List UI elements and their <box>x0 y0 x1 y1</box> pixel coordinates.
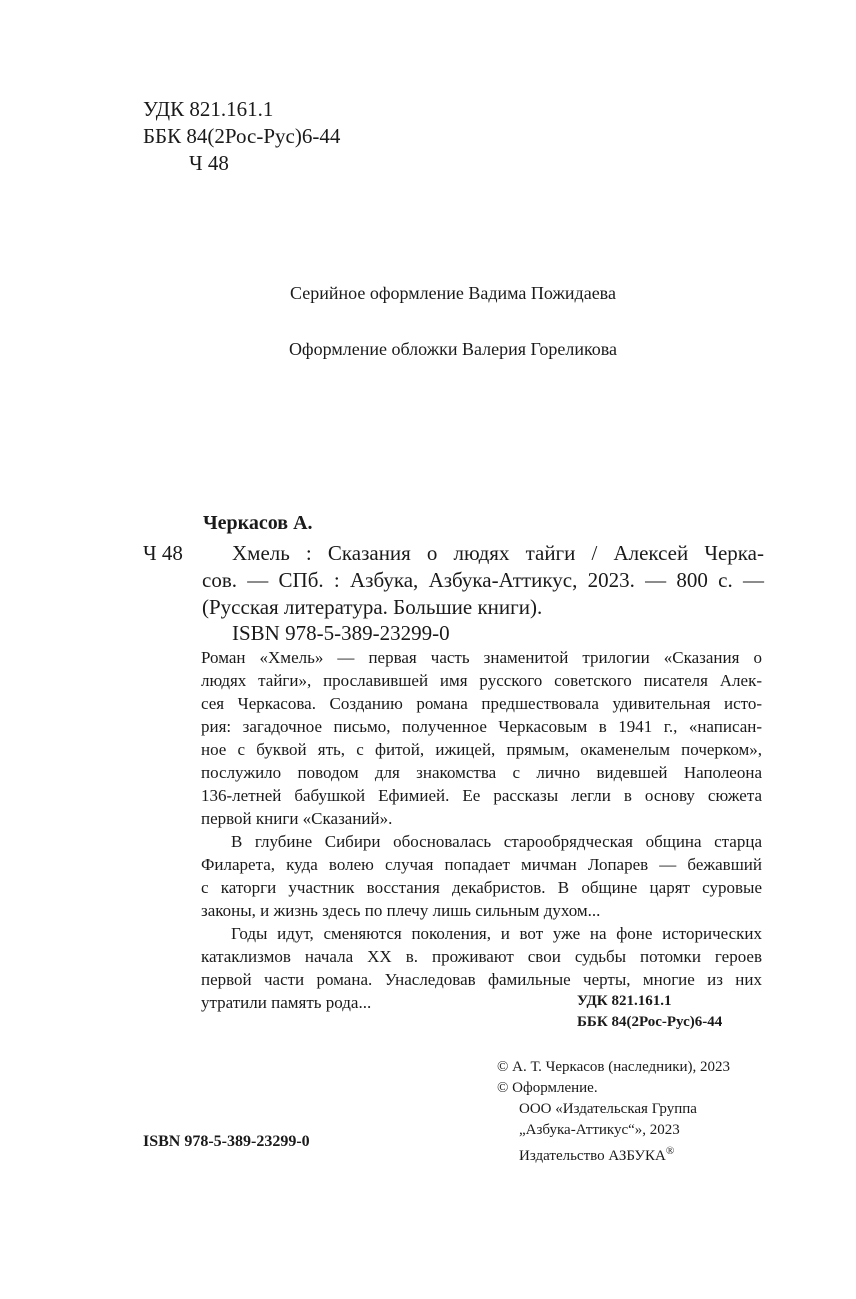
annotation-line: людях тайги», прославившей имя русского советского писателя Алек- <box>201 671 762 690</box>
registered-mark-icon: ® <box>665 1145 675 1157</box>
annotation-line: ное с буквой ять, с фитой, ижицей, прямым, окаменелым почерком», <box>201 740 762 759</box>
annotation-line: Годы идут, сменяются поколения, и вот уже на фоне исторических <box>231 924 762 943</box>
copyright-design: © Оформление. <box>497 1080 598 1096</box>
annotation-line: с каторги участник восстания декабристов. В общине царят суровые <box>201 878 762 897</box>
annotation-line: первой части романа. Унаследовав фамильные черты, многие из них <box>201 970 762 989</box>
biblio-line-2: сов. — СПб. : Азбука, Азбука-Аттикус, 2023. — 800 с. — <box>202 568 764 592</box>
bbk-code-bottom: ББК 84(2Рос-Рус)6-44 <box>577 1014 723 1030</box>
annotation-line: утратили память рода... <box>201 993 372 1012</box>
udk-code-top: УДК 821.161.1 <box>143 97 274 121</box>
biblio-line-3: (Русская литература. Большие книги). <box>202 595 543 619</box>
author-heading: Черкасов А. <box>203 512 313 534</box>
isbn-in-record: ISBN 978-5-389-23299-0 <box>232 621 450 645</box>
annotation-line: 136-летней бабушкой Ефимией. Ее рассказы легли в основу сюжета <box>201 786 762 805</box>
annotation-line: катаклизмов начала XX в. проживают свои судьбы потомки героев <box>201 947 762 966</box>
copyright-author: © А. Т. Черкасов (наследники), 2023 <box>497 1059 731 1075</box>
annotation-line: Роман «Хмель» — первая часть знаменитой трилогии «Сказания о <box>201 648 762 667</box>
copyright-publisher-1: ООО «Издательская Группа <box>519 1101 697 1117</box>
annotation-line: первой книги «Сказаний». <box>201 809 393 828</box>
author-mark-top: Ч 48 <box>189 151 229 175</box>
isbn-bottom: ISBN 978-5-389-23299-0 <box>143 1133 310 1150</box>
udk-code-bottom: УДК 821.161.1 <box>577 993 672 1009</box>
publisher-name: Издательство АЗБУКА <box>519 1148 666 1164</box>
annotation-line: рия: загадочное письмо, полученное Черкасовым в 1941 г., «написан- <box>201 717 762 736</box>
copyright-publisher-2: „Азбука-Аттикус“», 2023 <box>519 1122 680 1138</box>
copyright-publisher-3 <box>519 1141 674 1167</box>
author-mark: Ч 48 <box>143 541 183 565</box>
annotation-line: В глубине Сибири обосновалась старообрядческая община старца <box>231 832 762 851</box>
annotation-line: законы, и жизнь здесь по плечу лишь сильным духом... <box>201 901 601 920</box>
annotation-line: сея Черкасова. Созданию романа предшествовала удивительная исто- <box>201 694 762 713</box>
annotation-line: Филарета, куда волею случая попадает мичман Лопарев — бежавший <box>201 855 762 874</box>
annotation <box>201 646 762 1014</box>
cover-design-credit: Оформление обложки Валерия Гореликова <box>288 339 618 359</box>
series-design-credit: Серийное оформление Вадима Пожидаева <box>290 283 616 303</box>
annotation-line: послужило поводом для знакомства с лично видевшей Наполеона <box>201 763 762 782</box>
bbk-code-top: ББК 84(2Рос-Рус)6-44 <box>143 124 341 148</box>
biblio-line-1: Хмель : Сказания о людях тайги / Алексей Черка- <box>232 541 764 565</box>
